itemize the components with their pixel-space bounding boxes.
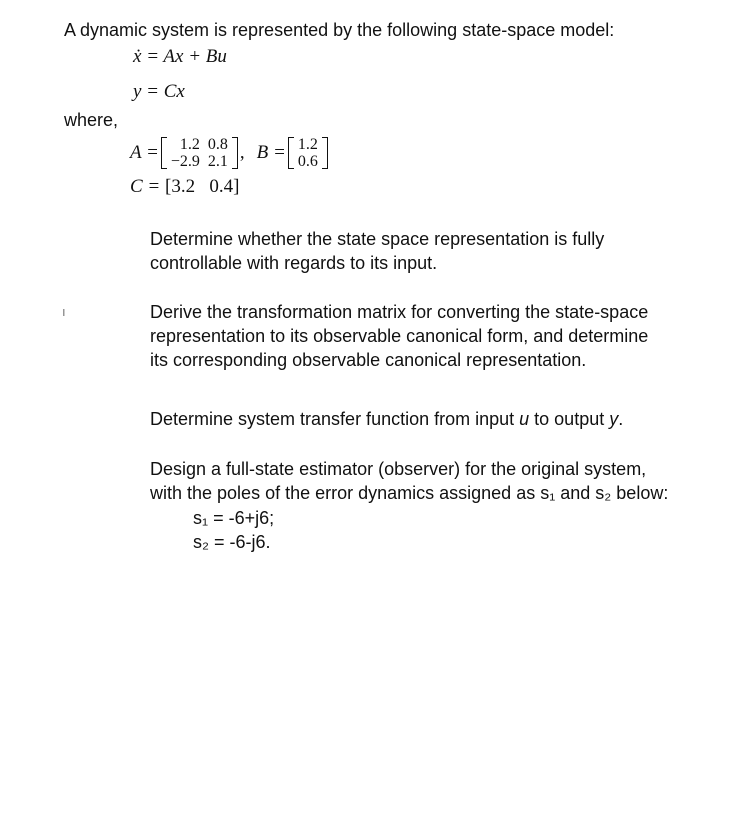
question-line: controllable with regards to its input. bbox=[150, 253, 438, 273]
where-label: where, bbox=[64, 110, 119, 130]
matrix-b bbox=[288, 136, 328, 170]
matrix-a-cell: −2.9 bbox=[170, 153, 200, 170]
matrix-definitions-a-b bbox=[130, 133, 334, 173]
matrix-c-definition bbox=[130, 176, 239, 198]
question-line: representation to its observable canonical form, and determine bbox=[150, 326, 649, 346]
question-controllability bbox=[150, 227, 712, 275]
matrix-b-cell: 0.6 bbox=[297, 153, 318, 170]
question-text: to output bbox=[529, 409, 610, 429]
input-variable: u bbox=[519, 409, 530, 429]
matrix-separator: , bbox=[239, 142, 245, 163]
matrix-a-cell: 2.1 bbox=[207, 153, 228, 170]
question-text: Determine system transfer function from input bbox=[150, 409, 520, 429]
question-observer-design bbox=[150, 457, 712, 505]
pole-s2: s₂ = -6-j6. bbox=[193, 532, 271, 552]
question-text: . bbox=[618, 409, 624, 429]
pole-s1: s₁ = -6+j6; bbox=[193, 508, 275, 528]
margin-mark: ı bbox=[62, 304, 66, 319]
state-derivative-symbol: ẋ bbox=[133, 46, 142, 67]
output-equation: y = Cx bbox=[133, 81, 185, 102]
matrix-a-cell: 1.2 bbox=[179, 136, 200, 153]
question-line: its corresponding observable canonical representation. bbox=[150, 350, 587, 370]
matrix-c-value: [3.2 0.4] bbox=[165, 176, 240, 197]
problem-intro: A dynamic system is represented by the following state-space model: bbox=[64, 20, 615, 40]
matrix-a bbox=[161, 136, 238, 170]
matrix-a-cell: 0.8 bbox=[207, 136, 228, 153]
question-line: Design a full-state estimator (observer) for the original system, bbox=[150, 459, 647, 479]
question-line: Determine whether the state space representation is fully bbox=[150, 229, 605, 249]
question-observable-canonical bbox=[150, 300, 712, 372]
question-line: with the poles of the error dynamics assigned as s₁ and s₂ below: bbox=[150, 483, 669, 503]
state-equation-rhs: = Ax + Bu bbox=[141, 46, 227, 67]
question-line: Derive the transformation matrix for converting the state-space bbox=[150, 302, 649, 322]
matrix-b-label: B = bbox=[256, 142, 286, 163]
matrix-b-cell: 1.2 bbox=[297, 136, 318, 153]
question-transfer-function bbox=[150, 407, 712, 431]
state-equation bbox=[133, 46, 227, 68]
output-variable: y bbox=[609, 409, 619, 429]
matrix-a-label: A = bbox=[130, 142, 159, 163]
matrix-c-label: C = bbox=[130, 176, 161, 197]
